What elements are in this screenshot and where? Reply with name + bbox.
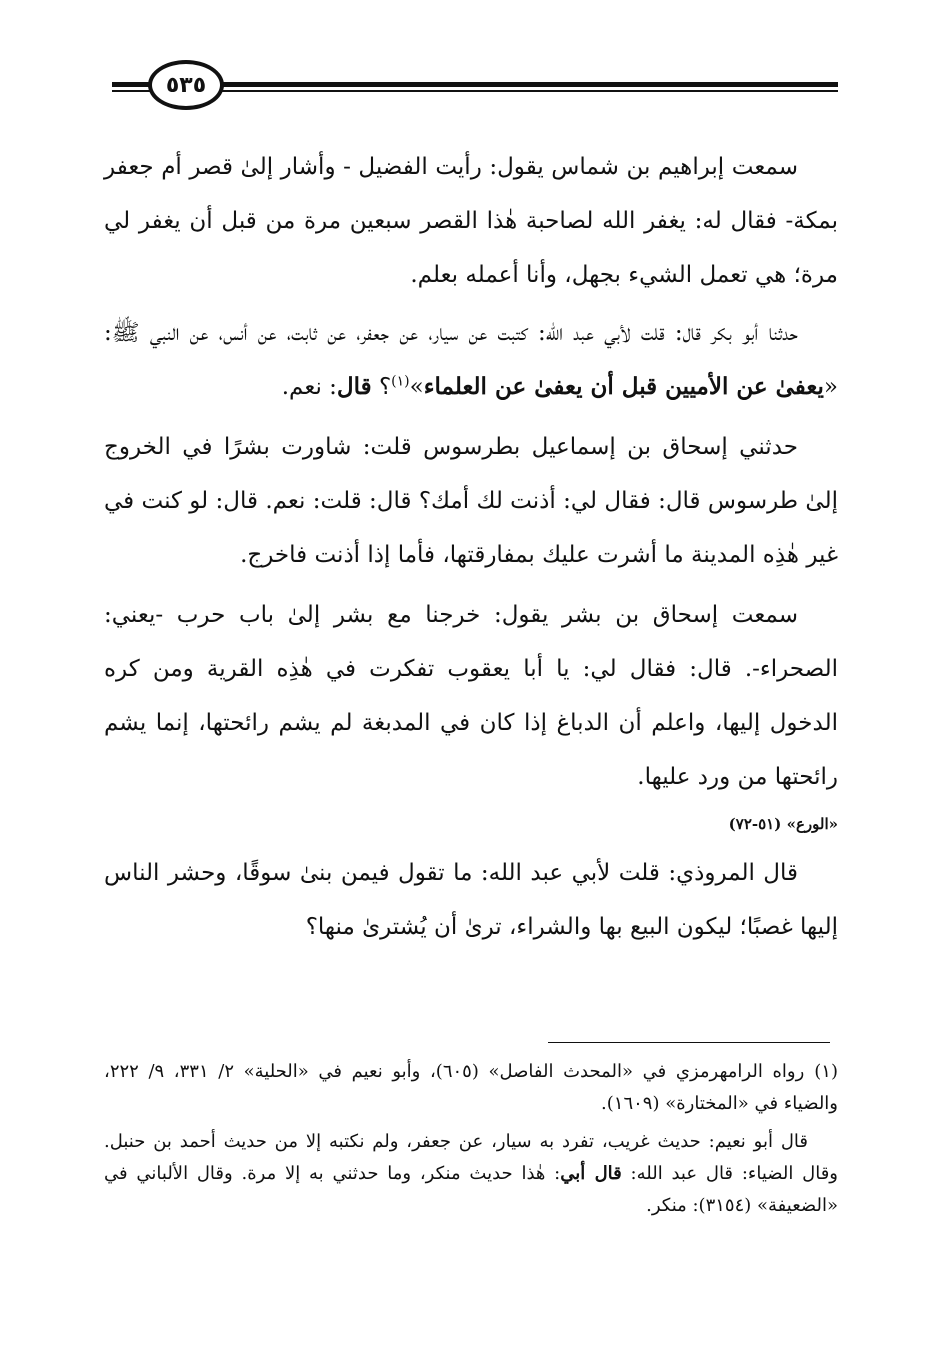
hadith-text: يعفىٰ عن الأميين قبل أن يعفىٰ عن العلماء — [423, 373, 824, 400]
qal-abi-label: قال أبي — [560, 1163, 622, 1184]
page-header — [112, 58, 838, 114]
qal-label: قال — [336, 373, 372, 400]
paragraph: سمعت إبراهيم بن شماس يقول: رأيت الفضيل - وأشار إلىٰ قصر أم جعفر بمكة- فقال له: يغفر الله لصاحبة هٰذا القصر سبعين مرة من قبل أن يغفر لي مرة؛ هي تعمل الشيء بجهل، وأنا أعمله بعلم. — [104, 154, 838, 288]
footnote-number: (١) — [814, 1061, 838, 1082]
main-text — [104, 140, 838, 960]
paragraph-hadith — [104, 306, 838, 414]
footnotes — [104, 1056, 838, 1222]
quote-close: » — [409, 374, 424, 400]
paragraph: قال المروذي: قلت لأبي عبد الله: ما تقول فيمن بنىٰ سوقًا، وحشر الناس إليها غصبًا؛ ليكون البيع بها والشراء، ترىٰ أن يُشترىٰ منها؟ — [104, 860, 838, 940]
header-rule — [208, 82, 838, 87]
header-rule-left — [112, 82, 152, 87]
paragraph-text: حدثنا أبو بكر قال: قلت لأبي عبد الله: كتبت عن سيار، عن جعفر، عن ثابت، عن أنس، عن النبي ﷺ: « — [104, 320, 838, 400]
footnote — [104, 1056, 838, 1120]
footnote-separator — [548, 1042, 830, 1043]
page-number-badge — [148, 60, 224, 110]
footnote-text: : هٰذا حديث منكر، وما حدثني به إلا مرة. وقال الألباني في «الضعيفة» (٣١٥٤): منكر. — [104, 1163, 838, 1216]
paragraph: حدثني إسحاق بن إسماعيل بطرسوس قلت: شاورت بشرًا في الخروج إلىٰ طرسوس قال: فقال لي: أذنت لك أمك؟ قال: قلت: نعم. قال: لو كنت في غير هٰذِه المدينة ما أشرت عليك بمفارقتها، فأما إذا أذنت فاخرج. — [104, 434, 838, 568]
header-rule-thin — [208, 90, 838, 92]
header-rule-left-thin — [112, 90, 152, 92]
page-number: ٥٣٥ — [165, 72, 207, 98]
footnote-text: قال أبو نعيم: حديث غريب، تفرد به سيار، عن جعفر، ولم نكتبه إلا من حديث أحمد بن حنبل. وقال الضياء: قال عبد الله: — [104, 1131, 838, 1184]
paragraph-text: : نعم. — [281, 374, 337, 400]
source-reference: «الورع» (٥١-٧٢) — [728, 815, 838, 833]
footnote-ref[interactable]: (١) — [391, 373, 410, 390]
paragraph: سمعت إسحاق بن بشر يقول: خرجنا مع بشر إلىٰ باب حرب -يعني: الصحراء-. قال: فقال لي: يا أبا يعقوب تفكرت في هٰذِه القرية ومن كره الدخول إليها، واعلم أن الدباغ إذا كان في المدبغة لم يشم رائحتها، إنما يشم رائحتها من ورد عليها. — [104, 602, 838, 790]
footnote-text: رواه الرامهرمزي في «المحدث الفاصل» (٦٠٥)، وأبو نعيم في «الحلية» ٢/ ٣٣١، ٩/ ٢٢٢، والضياء في «المختارة» (١٦٠٩). — [104, 1061, 838, 1114]
footnote-continuation — [104, 1126, 838, 1222]
paragraph-text: ؟ — [371, 374, 392, 400]
